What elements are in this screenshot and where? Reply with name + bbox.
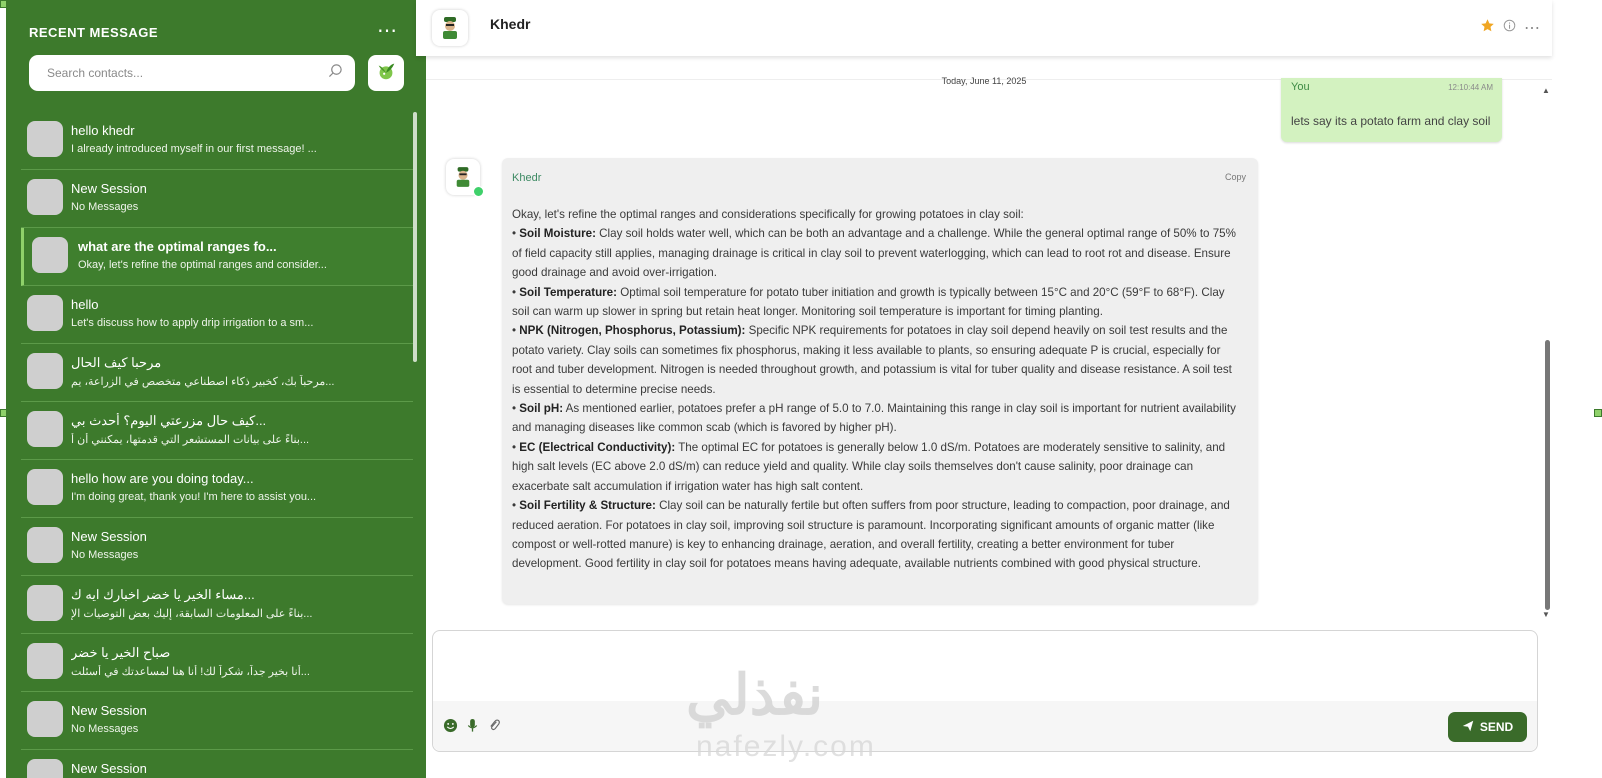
conversation-name: hello how are you doing today... [71,471,254,486]
send-icon [1462,720,1474,735]
conversation-preview: I'm doing great, thank you! I'm here to assist you... [71,491,317,503]
list-item[interactable] [21,344,413,402]
search-box [29,55,355,91]
sidebar [6,0,426,778]
conversation-name: كيف حال مزرعتي اليوم؟ أحدث بي... [71,413,267,428]
conversation-preview: Okay, let's refine the optimal ranges and consider... [78,259,327,271]
conversation-preview: No Messages [71,201,139,213]
conversation-preview: Let's discuss how to apply drip irrigation to a sm... [71,317,314,329]
contact-name: Khedr [490,16,531,32]
avatar [27,643,63,679]
avatar [27,585,63,621]
conversation-preview: أنا بخير جداً، شكراً لك! أنا هنا لمساعدتك في أسئلت... [71,666,310,678]
user-message [1281,78,1502,142]
composer-toolbar [433,701,1537,751]
scroll-up-arrow-icon[interactable]: ▲ [1542,86,1550,95]
conversation-name: مرحبا كيف الحال [71,355,162,370]
message-point: • EC (Electrical Conductivity): The optimal EC for potatoes is generally below 1.0 dS/m. Potatoes are moderately sensitive to salinity, and high salt levels (EC above 2.0 dS/m) can reduce yield and quality. While clay soils themselves don't cause salinity, poor drainage can exacerbate salt accumulation if irrigation water has high salt content. [512,440,1226,493]
sidebar-title: RECENT MESSAGE [29,25,159,40]
conversation-name: New Session [71,529,147,544]
message-sender: Khedr [512,172,542,184]
message-sender: You [1291,81,1310,93]
conversation-preview: No Messages [71,723,139,735]
list-item[interactable] [21,692,413,750]
header-actions [1480,18,1540,38]
avatar [27,179,63,215]
watermark-url: nafezly.com [696,730,876,763]
message-body [512,205,1236,574]
avatar [27,121,63,157]
chat-scrollbar-thumb[interactable] [1545,340,1550,610]
list-item[interactable] [21,460,413,518]
list-item[interactable] [21,518,413,576]
message-intro: Okay, let's refine the optimal ranges and considerations specifically for growing potatoes in clay soil: [512,208,1024,221]
message-composer [432,630,1538,752]
conversation-name: hello khedr [71,123,135,138]
conversation-name: New Session [71,703,147,718]
plant-sprout-icon [375,60,397,87]
message-input[interactable] [445,641,1527,705]
send-button[interactable] [1448,712,1527,742]
search-input[interactable] [45,65,328,81]
avatar [27,353,63,389]
list-item-active[interactable] [21,228,413,286]
online-status-dot [473,186,484,197]
date-separator: Today, June 11, 2025 [941,76,1027,86]
message-point: • Soil Fertility & Structure: Clay soil can be naturally fertile but often suffers from poor structure, leading to compaction, poor drainage, and reduced aeration. For potatoes in clay soil, improving soil structure is paramount. Incorporating significant amounts of organic matter (like compost or well-rotted manure) is key to enhancing drainage, aeration, and overall fertility, creating a better environment for tuber development. Good fertility in clay soil for potatoes means having adequate, available nutrients combined with good physical structure. [512,499,1230,571]
info-icon[interactable] [1503,19,1516,37]
sidebar-header [29,20,406,44]
list-item[interactable] [21,112,413,170]
send-label: SEND [1479,720,1514,734]
search-icon[interactable] [328,63,343,83]
message-point: • Soil pH: As mentioned earlier, potatoes prefer a pH range of 5.0 to 7.0. Maintaining this range in clay soil is important for nutrient availability and managing diseases like common scab (which is favored by higher pH). [512,402,1236,435]
avatar [27,295,63,331]
microphone-icon[interactable] [465,718,481,734]
conversation-name: New Session [71,181,147,196]
avatar [27,527,63,563]
conversation-preview: I already introduced myself in our first message! ... [71,143,317,155]
avatar [27,469,63,505]
conversation-name: New Session [71,761,147,776]
chat-area [416,0,1602,778]
avatar [32,237,68,273]
more-dots-icon[interactable]: ⋯ [377,20,398,42]
star-icon[interactable] [1480,18,1495,38]
conversation-name: what are the optimal ranges fo... [78,239,277,254]
list-item[interactable] [21,286,413,344]
conversation-name: hello [71,297,99,312]
avatar [27,411,63,447]
conversation-preview: No Messages [71,549,139,561]
bot-avatar [432,10,468,46]
message-point: • Soil Temperature: Optimal soil temperature for potato tuber initiation and growth is typically between 15°C and 20°C (59°F to 68°F). Clay soil can warm up slower in spring but retain heat longer. Monitoring soil temperature is important for timing planting. [512,285,1225,319]
list-item[interactable] [21,750,413,778]
composer-tools [443,718,503,734]
list-item[interactable] [21,170,413,228]
conversation-preview: مرحباً بك، كخبير ذكاء اصطناعي متخصص في الزراعة، يم... [71,376,335,388]
conversation-name: مساء الخير يا خضر اخبارك ايه ك... [71,587,255,602]
copy-button[interactable]: Copy [1224,172,1246,182]
conversation-list [21,112,413,778]
chat-header [416,0,1552,56]
message-point: • Soil Moisture: Clay soil holds water well, which can be both an advantage and a challenge. While the general optimal range of 50% to 75% of field capacity still applies, managing drainage is critical in clay soil to prevent waterlogging, which can lead to root rot and disease. Ensure good drainage and avoid over-irrigation. [512,227,1236,280]
list-item[interactable] [21,634,413,692]
watermark-logo: نفذلي [686,663,824,726]
message-point: • NPK (Nitrogen, Phosphorus, Potassium): Specific NPK requirements for potatoes in clay soil depend heavily on soil test results and the potato variety. Clay soils can sometimes fix phosphorus, making it less available to plants, so ensuring adequate P is crucial, especially for root and tuber development. Nitrogen is needed throughout growth, and potassium is vital for tuber quality and disease resistance. A soil test is essential to determine precise needs. [512,324,1232,396]
emoji-icon[interactable] [443,718,459,734]
bot-message [502,158,1258,604]
scroll-down-arrow-icon[interactable]: ▼ [1542,610,1550,619]
message-text: lets say its a potato farm and clay soil [1291,114,1491,128]
message-time: 12:10:44 AM [1448,83,1493,92]
avatar [27,701,63,737]
list-item[interactable] [21,402,413,460]
conversation-preview: بناءً على بيانات المستشعر التي قدمتها، يمكنني أن أ... [71,434,310,446]
new-chat-button[interactable] [368,55,404,91]
list-item[interactable] [21,576,413,634]
paperclip-icon[interactable] [487,718,503,734]
more-dots-icon[interactable]: ⋯ [1524,20,1540,37]
avatar [27,759,63,778]
conversation-preview: بناءً على المعلومات السابقة، إليك بعض التوصيات الإ... [71,608,313,620]
conversation-name: صباح الخير يا خضر [71,645,171,660]
